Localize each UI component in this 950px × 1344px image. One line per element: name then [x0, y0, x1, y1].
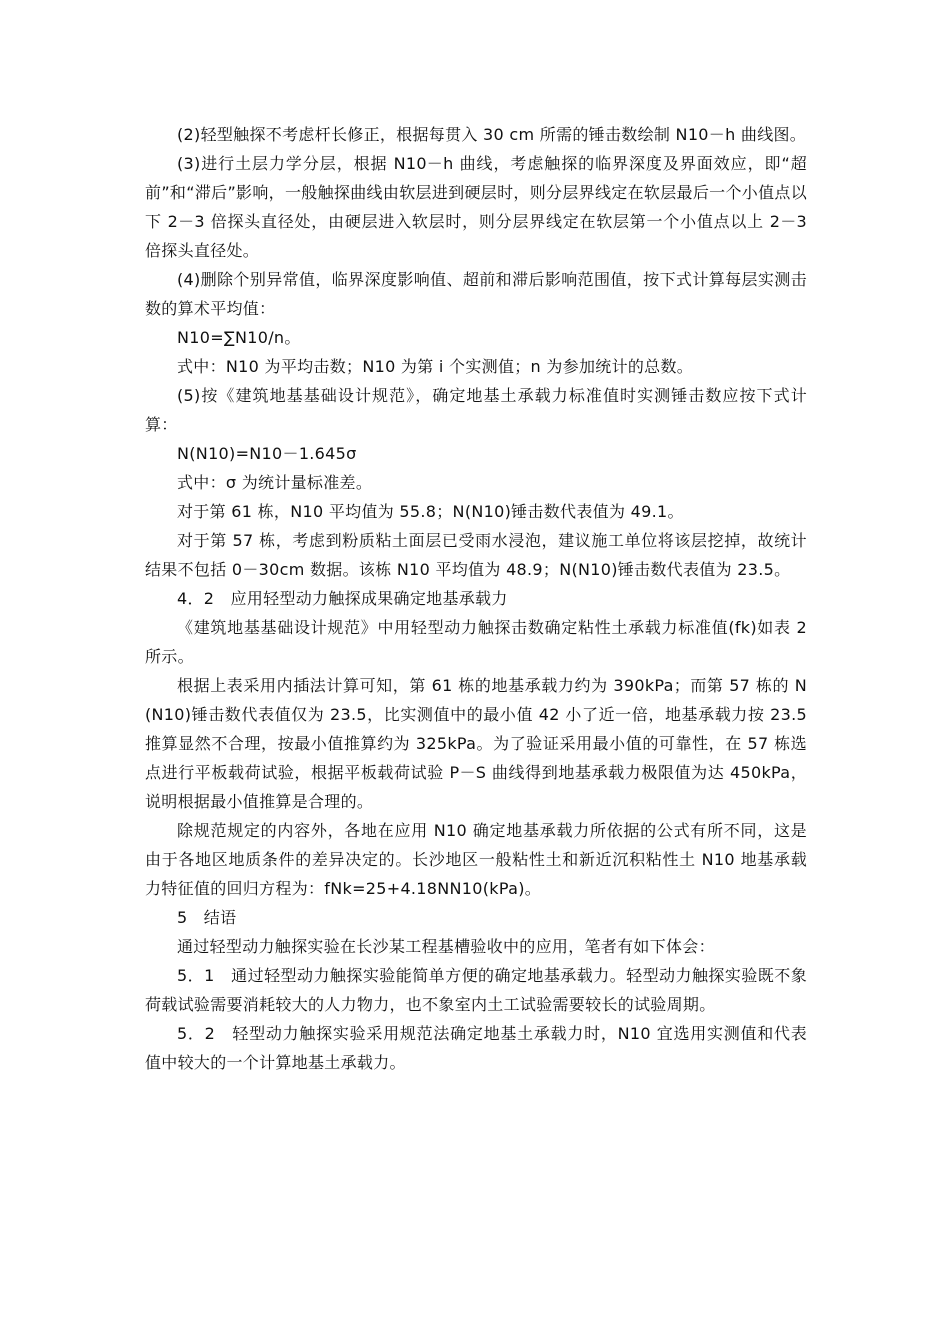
- formula-mean-legend: 式中：N10 为平均击数；N10 为第 i 个实测值；n 为参加统计的总数。: [177, 357, 694, 376]
- paragraph-5-code: (5)按《建筑地基基础设计规范》，确定地基土承载力标准值时实测锤击数应按下式计算：: [145, 386, 807, 434]
- formula-representative-legend: 式中：σ 为统计量标准差。: [177, 473, 373, 492]
- paragraph-regional-formula: 除规范规定的内容外，各地在应用 N10 确定地基承载力所依据的公式有所不同，这是由于各地区地质条件的差异决定的。长沙地区一般粘性土和新近沉积粘性土 N10 地基承载力特征值的回归方程为：fNk=25+4.18NN10(kPa)。: [145, 821, 807, 898]
- paragraph-interpolation: 根据上表采用内插法计算可知，第 61 栋的地基承载力约为 390kPa；而第 57 栋的 N(N10)锤击数代表值仅为 23.5，比实测值中的最小值 42 小了近一倍，地基承载力按 23.5 推算显然不合理，按最小值推算约为 325kPa。为了验证采用最小值的可靠性，在 57 栋选点进行平板载荷试验，根据平板载荷试验 P－S 曲线得到地基承载力极限值为达 450kPa，说明根据最小值推算是合理的。: [145, 676, 807, 811]
- conclusion-5-2: 5．2 轻型动力触探实验采用规范法确定地基土承载力时，N10 宜选用实测值和代表值中较大的一个计算地基土承载力。: [145, 1024, 807, 1072]
- formula-representative: N(N10)=N10－1.645σ: [177, 444, 357, 463]
- result-building-61: 对于第 61 栋，N10 平均值为 55.8；N(N10)锤击数代表值为 49.1。: [177, 502, 684, 521]
- result-building-57: 对于第 57 栋，考虑到粉质粘土面层已受雨水浸泡，建议施工单位将该层挖掉，故统计结果不包括 0－30cm 数据。该栋 N10 平均值为 48.9；N(N10)锤击数代表值为 23.5。: [145, 531, 807, 579]
- paragraph-code-table: 《建筑地基基础设计规范》中用轻型动力触探击数确定粘性土承载力标准值(fk)如表 2 所示。: [145, 618, 807, 666]
- section-heading-5: 5 结语: [177, 908, 237, 927]
- paragraph-conclusion-intro: 通过轻型动力触探实验在长沙某工程基槽验收中的应用，笔者有如下体会：: [177, 937, 715, 956]
- document-body: [145, 120, 807, 1077]
- paragraph-3-layering: (3)进行土层力学分层，根据 N10－h 曲线，考虑触探的临界深度及界面效应，即“超前”和“滞后”影响，一般触探曲线由软层进到硬层时，则分层界线定在软层最后一个小值点以下 2－3 倍探头直径处，由硬层进入软层时，则分层界线定在软层第一个小值点以上 2－3 倍探头直径处。: [145, 154, 807, 260]
- paragraph-2-no-rod-correction: (2)轻型触探不考虑杆长修正，根据每贯入 30 cm 所需的锤击数绘制 N10－h 曲线图。: [177, 125, 807, 144]
- paragraph-4-remove-outliers: (4)删除个别异常值，临界深度影响值、超前和滞后影响范围值，按下式计算每层实测击数的算术平均值：: [145, 270, 807, 318]
- section-heading-4-2: 4．2 应用轻型动力触探成果确定地基承载力: [177, 589, 508, 608]
- formula-mean: N10=∑N10/n。: [177, 328, 301, 347]
- conclusion-5-1: 5．1 通过轻型动力触探实验能简单方便的确定地基承载力。轻型动力触探实验既不象荷载试验需要消耗较大的人力物力，也不象室内土工试验需要较长的试验周期。: [145, 966, 807, 1014]
